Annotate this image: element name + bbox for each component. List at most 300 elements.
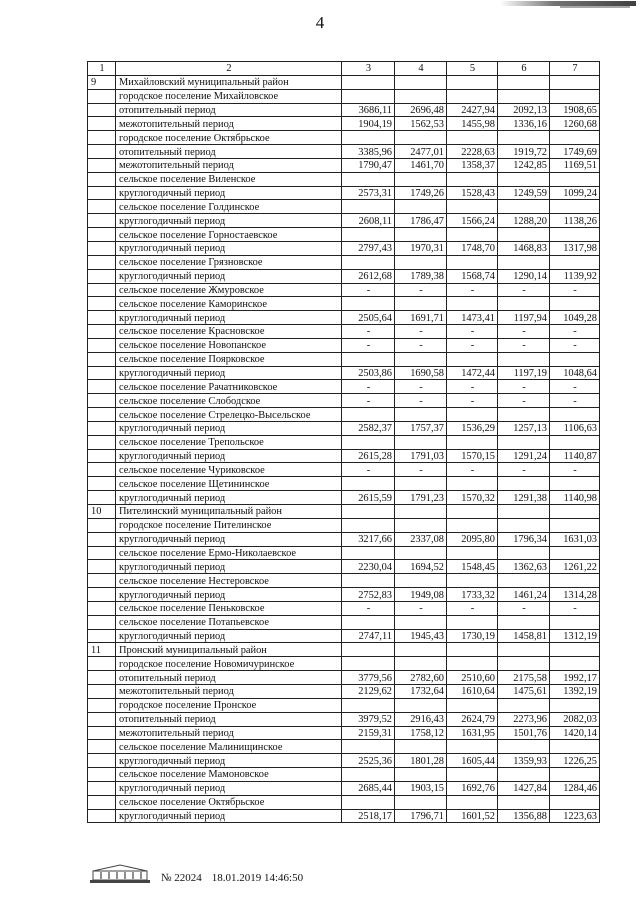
value-cell: 1730,19: [447, 629, 498, 643]
value-cell: 2129,62: [342, 684, 395, 698]
value-cell: 3686,11: [342, 103, 395, 117]
row-label-cell: круглогодичный период: [116, 629, 342, 643]
value-cell: 1140,87: [550, 449, 600, 463]
value-cell: 2525,36: [342, 754, 395, 768]
value-cell: -: [550, 601, 600, 615]
table-row: [88, 117, 600, 131]
value-cell: 1420,14: [550, 726, 600, 740]
value-cell: 1362,63: [498, 560, 550, 574]
table-row: [88, 186, 600, 200]
row-label-cell: сельское поселение Слободское: [116, 394, 342, 408]
value-cell: 1568,74: [447, 269, 498, 283]
value-cell: 1945,43: [395, 629, 447, 643]
value-cell: 1291,24: [498, 449, 550, 463]
table-row: [88, 421, 600, 435]
table-row: [88, 671, 600, 685]
table-row: [88, 394, 600, 408]
table-row: [88, 477, 600, 491]
table-row: [88, 768, 600, 782]
row-label-cell: сельское поселение Каморинское: [116, 297, 342, 311]
row-label-cell: городское поселение Пронское: [116, 698, 342, 712]
value-cell: [447, 768, 498, 782]
column-header: 7: [550, 62, 600, 76]
value-cell: 3979,52: [342, 712, 395, 726]
value-cell: [342, 615, 395, 629]
value-cell: [550, 698, 600, 712]
row-label-cell: межотопительный период: [116, 726, 342, 740]
value-cell: [342, 255, 395, 269]
value-cell: -: [447, 463, 498, 477]
document-number: № 22024: [161, 872, 202, 884]
table-row: [88, 311, 600, 325]
value-cell: 1358,37: [447, 158, 498, 172]
row-index-cell: [88, 491, 116, 505]
value-cell: [395, 89, 447, 103]
value-cell: 1692,76: [447, 781, 498, 795]
value-cell: 1336,16: [498, 117, 550, 131]
value-cell: [395, 518, 447, 532]
value-cell: [342, 574, 395, 588]
value-cell: 1472,44: [447, 366, 498, 380]
value-cell: 1197,94: [498, 311, 550, 325]
row-index-cell: [88, 325, 116, 339]
value-cell: [498, 518, 550, 532]
value-cell: 1392,19: [550, 684, 600, 698]
table-row: [88, 269, 600, 283]
value-cell: 1260,68: [550, 117, 600, 131]
row-index-cell: [88, 283, 116, 297]
row-label-cell: сельское поселение Новопанское: [116, 338, 342, 352]
value-cell: [550, 297, 600, 311]
value-cell: -: [550, 338, 600, 352]
value-cell: 1458,81: [498, 629, 550, 643]
value-cell: [395, 297, 447, 311]
value-cell: 1690,58: [395, 366, 447, 380]
value-cell: [395, 615, 447, 629]
value-cell: [498, 75, 550, 89]
row-label-cell: межотопительный период: [116, 684, 342, 698]
value-cell: 2175,58: [498, 671, 550, 685]
value-cell: 1284,46: [550, 781, 600, 795]
value-cell: 1949,08: [395, 588, 447, 602]
row-label-cell: сельское поселение Красновское: [116, 325, 342, 339]
row-index-cell: [88, 297, 116, 311]
value-cell: [447, 75, 498, 89]
value-cell: 2159,31: [342, 726, 395, 740]
value-cell: [447, 740, 498, 754]
value-cell: [395, 228, 447, 242]
table-row: [88, 809, 600, 823]
value-cell: [550, 172, 600, 186]
value-cell: 1566,24: [447, 214, 498, 228]
column-header: 2: [116, 62, 342, 76]
value-cell: [447, 200, 498, 214]
value-cell: [498, 172, 550, 186]
value-cell: 1356,88: [498, 809, 550, 823]
value-cell: [550, 795, 600, 809]
value-cell: [395, 435, 447, 449]
value-cell: 1548,45: [447, 560, 498, 574]
value-cell: 1733,32: [447, 588, 498, 602]
value-cell: [395, 505, 447, 519]
value-cell: [447, 89, 498, 103]
value-cell: 1786,47: [395, 214, 447, 228]
value-cell: 1790,47: [342, 158, 395, 172]
value-cell: [342, 657, 395, 671]
value-cell: [342, 172, 395, 186]
value-cell: 1570,32: [447, 491, 498, 505]
value-cell: [498, 255, 550, 269]
value-cell: [550, 740, 600, 754]
table-row: [88, 145, 600, 159]
value-cell: 1732,64: [395, 684, 447, 698]
value-cell: 1242,85: [498, 158, 550, 172]
row-label-cell: сельское поселение Виленское: [116, 172, 342, 186]
row-index-cell: [88, 131, 116, 145]
value-cell: 1904,19: [342, 117, 395, 131]
value-cell: -: [550, 380, 600, 394]
value-cell: 1970,31: [395, 241, 447, 255]
table-row: [88, 352, 600, 366]
value-cell: [447, 228, 498, 242]
value-cell: -: [447, 325, 498, 339]
value-cell: [498, 89, 550, 103]
row-index-cell: [88, 712, 116, 726]
value-cell: [342, 518, 395, 532]
value-cell: 1140,98: [550, 491, 600, 505]
value-cell: [342, 546, 395, 560]
row-index-cell: [88, 601, 116, 615]
value-cell: 2510,60: [447, 671, 498, 685]
value-cell: [342, 131, 395, 145]
value-cell: [395, 200, 447, 214]
value-cell: 3385,96: [342, 145, 395, 159]
row-index-cell: [88, 518, 116, 532]
value-cell: 1796,71: [395, 809, 447, 823]
value-cell: 2696,48: [395, 103, 447, 117]
value-cell: 2230,04: [342, 560, 395, 574]
row-index-cell: [88, 560, 116, 574]
table-row: [88, 75, 600, 89]
value-cell: 1473,41: [447, 311, 498, 325]
value-cell: -: [550, 325, 600, 339]
value-cell: [342, 768, 395, 782]
value-cell: [498, 297, 550, 311]
value-cell: [550, 435, 600, 449]
value-cell: [550, 131, 600, 145]
row-index-cell: [88, 394, 116, 408]
value-cell: 2518,17: [342, 809, 395, 823]
value-cell: 2752,83: [342, 588, 395, 602]
row-label-cell: круглогодичный период: [116, 754, 342, 768]
row-index-cell: [88, 269, 116, 283]
table-row: [88, 532, 600, 546]
value-cell: [447, 546, 498, 560]
row-index-cell: 10: [88, 505, 116, 519]
value-cell: 1694,52: [395, 560, 447, 574]
archive-building-stamp-icon: [89, 864, 151, 884]
value-cell: [550, 657, 600, 671]
table-row: [88, 684, 600, 698]
value-cell: [447, 657, 498, 671]
row-label-cell: городское поселение Пителинское: [116, 518, 342, 532]
row-label-cell: сельское поселение Малинищинское: [116, 740, 342, 754]
table-row: [88, 574, 600, 588]
row-index-cell: [88, 768, 116, 782]
value-cell: [342, 408, 395, 422]
value-cell: 1261,22: [550, 560, 600, 574]
table-row: [88, 103, 600, 117]
value-cell: 1312,19: [550, 629, 600, 643]
row-index-cell: [88, 726, 116, 740]
table-row: [88, 546, 600, 560]
value-cell: 1359,93: [498, 754, 550, 768]
table-row: [88, 754, 600, 768]
value-cell: [342, 795, 395, 809]
table-row: [88, 601, 600, 615]
value-cell: [498, 546, 550, 560]
row-label-cell: сельское поселение Щетининское: [116, 477, 342, 491]
value-cell: 1748,70: [447, 241, 498, 255]
value-cell: [498, 435, 550, 449]
value-cell: 1758,12: [395, 726, 447, 740]
value-cell: [498, 200, 550, 214]
value-cell: -: [342, 463, 395, 477]
table-row: [88, 588, 600, 602]
value-cell: 1468,83: [498, 241, 550, 255]
value-cell: [550, 615, 600, 629]
row-label-cell: круглогодичный период: [116, 214, 342, 228]
row-index-cell: [88, 103, 116, 117]
column-header: 4: [395, 62, 447, 76]
table-row: [88, 131, 600, 145]
table-row: [88, 491, 600, 505]
row-index-cell: [88, 671, 116, 685]
value-cell: -: [447, 394, 498, 408]
table-row: [88, 297, 600, 311]
value-cell: -: [498, 394, 550, 408]
value-cell: [342, 352, 395, 366]
value-cell: [342, 75, 395, 89]
value-cell: 1749,26: [395, 186, 447, 200]
row-index-cell: [88, 574, 116, 588]
row-index-cell: [88, 214, 116, 228]
row-label-cell: круглогодичный период: [116, 532, 342, 546]
table-row: [88, 172, 600, 186]
value-cell: 1317,98: [550, 241, 600, 255]
value-cell: [447, 477, 498, 491]
row-label-cell: сельское поселение Горностаевское: [116, 228, 342, 242]
row-label-cell: сельское поселение Поярковское: [116, 352, 342, 366]
value-cell: -: [498, 380, 550, 394]
value-cell: 1291,38: [498, 491, 550, 505]
value-cell: [498, 505, 550, 519]
value-cell: -: [447, 601, 498, 615]
table-row: [88, 698, 600, 712]
value-cell: [342, 477, 395, 491]
row-index-cell: [88, 463, 116, 477]
value-cell: -: [498, 283, 550, 297]
table-header-row: [88, 62, 600, 76]
table-row: [88, 726, 600, 740]
value-cell: -: [395, 601, 447, 615]
table-row: [88, 228, 600, 242]
row-index-cell: [88, 366, 116, 380]
value-cell: [498, 574, 550, 588]
value-cell: 1601,52: [447, 809, 498, 823]
value-cell: -: [342, 601, 395, 615]
value-cell: 1631,03: [550, 532, 600, 546]
value-cell: 1605,44: [447, 754, 498, 768]
value-cell: [447, 172, 498, 186]
value-cell: -: [395, 394, 447, 408]
value-cell: [498, 740, 550, 754]
row-index-cell: [88, 809, 116, 823]
value-cell: -: [342, 283, 395, 297]
value-cell: [498, 643, 550, 657]
row-label-cell: городское поселение Новомичуринское: [116, 657, 342, 671]
value-cell: 1475,61: [498, 684, 550, 698]
row-index-cell: [88, 89, 116, 103]
table-row: [88, 643, 600, 657]
row-label-cell: сельское поселение Рачатниковское: [116, 380, 342, 394]
row-index-cell: [88, 754, 116, 768]
value-cell: 1570,15: [447, 449, 498, 463]
value-cell: -: [498, 338, 550, 352]
value-cell: [447, 698, 498, 712]
value-cell: [395, 546, 447, 560]
value-cell: 1427,84: [498, 781, 550, 795]
value-cell: [550, 200, 600, 214]
value-cell: [498, 657, 550, 671]
table-row: [88, 781, 600, 795]
value-cell: 1257,13: [498, 421, 550, 435]
row-label-cell: круглогодичный период: [116, 186, 342, 200]
value-cell: 1139,92: [550, 269, 600, 283]
value-cell: 2573,31: [342, 186, 395, 200]
value-cell: -: [342, 380, 395, 394]
value-cell: 1249,59: [498, 186, 550, 200]
row-label-cell: сельское поселение Мамоновское: [116, 768, 342, 782]
table-row: [88, 380, 600, 394]
value-cell: 2095,80: [447, 532, 498, 546]
row-index-cell: [88, 615, 116, 629]
table-row: [88, 325, 600, 339]
value-cell: 2624,79: [447, 712, 498, 726]
value-cell: [447, 435, 498, 449]
row-index-cell: [88, 588, 116, 602]
value-cell: 1314,28: [550, 588, 600, 602]
value-cell: 1631,95: [447, 726, 498, 740]
document-timestamp: 18.01.2019 14:46:50: [211, 872, 304, 884]
value-cell: [447, 352, 498, 366]
row-index-cell: [88, 200, 116, 214]
row-index-cell: [88, 657, 116, 671]
row-label-cell: круглогодичный период: [116, 781, 342, 795]
table-row: [88, 283, 600, 297]
value-cell: 1455,98: [447, 117, 498, 131]
value-cell: 2608,11: [342, 214, 395, 228]
value-cell: 2685,44: [342, 781, 395, 795]
value-cell: [498, 768, 550, 782]
row-label-cell: круглогодичный период: [116, 366, 342, 380]
value-cell: 2427,94: [447, 103, 498, 117]
row-index-cell: [88, 795, 116, 809]
value-cell: [447, 505, 498, 519]
value-cell: [447, 518, 498, 532]
value-cell: 1223,63: [550, 809, 600, 823]
value-cell: [395, 75, 447, 89]
table-row: [88, 712, 600, 726]
value-cell: 2916,43: [395, 712, 447, 726]
value-cell: 1169,51: [550, 158, 600, 172]
value-cell: [395, 643, 447, 657]
value-cell: -: [550, 283, 600, 297]
value-cell: 1691,71: [395, 311, 447, 325]
row-index-cell: [88, 781, 116, 795]
table-row: [88, 657, 600, 671]
value-cell: -: [342, 338, 395, 352]
value-cell: 1919,72: [498, 145, 550, 159]
table-row: [88, 629, 600, 643]
value-cell: 1801,28: [395, 754, 447, 768]
document-footer: [89, 862, 303, 884]
row-label-cell: сельское поселение Трепольское: [116, 435, 342, 449]
value-cell: 1536,29: [447, 421, 498, 435]
value-cell: 2782,60: [395, 671, 447, 685]
row-label-cell: сельское поселение Нестеровское: [116, 574, 342, 588]
row-index-cell: [88, 684, 116, 698]
row-label-cell: сельское поселение Стрелецко-Высельское: [116, 408, 342, 422]
value-cell: 1049,28: [550, 311, 600, 325]
value-cell: 2615,28: [342, 449, 395, 463]
value-cell: 1908,65: [550, 103, 600, 117]
value-cell: [447, 255, 498, 269]
value-cell: [447, 131, 498, 145]
value-cell: -: [447, 380, 498, 394]
table-row: [88, 560, 600, 574]
table-row: [88, 518, 600, 532]
value-cell: [550, 408, 600, 422]
table-row: [88, 449, 600, 463]
row-label-cell: круглогодичный период: [116, 311, 342, 325]
value-cell: [395, 698, 447, 712]
value-cell: [447, 297, 498, 311]
value-cell: 2505,64: [342, 311, 395, 325]
value-cell: [550, 477, 600, 491]
value-cell: [550, 75, 600, 89]
value-cell: [395, 131, 447, 145]
row-label-cell: сельское поселение Чуриковское: [116, 463, 342, 477]
row-index-cell: [88, 255, 116, 269]
table-row: [88, 740, 600, 754]
value-cell: [550, 255, 600, 269]
value-cell: 2228,63: [447, 145, 498, 159]
row-index-cell: [88, 408, 116, 422]
row-index-cell: [88, 241, 116, 255]
table-row: [88, 435, 600, 449]
value-cell: [447, 795, 498, 809]
row-label-cell: отопительный период: [116, 145, 342, 159]
value-cell: [395, 795, 447, 809]
value-cell: [447, 615, 498, 629]
row-index-cell: [88, 421, 116, 435]
value-cell: [395, 408, 447, 422]
row-label-cell: сельское поселение Пеньковское: [116, 601, 342, 615]
column-header: 1: [88, 62, 116, 76]
value-cell: 1789,38: [395, 269, 447, 283]
value-cell: [342, 643, 395, 657]
